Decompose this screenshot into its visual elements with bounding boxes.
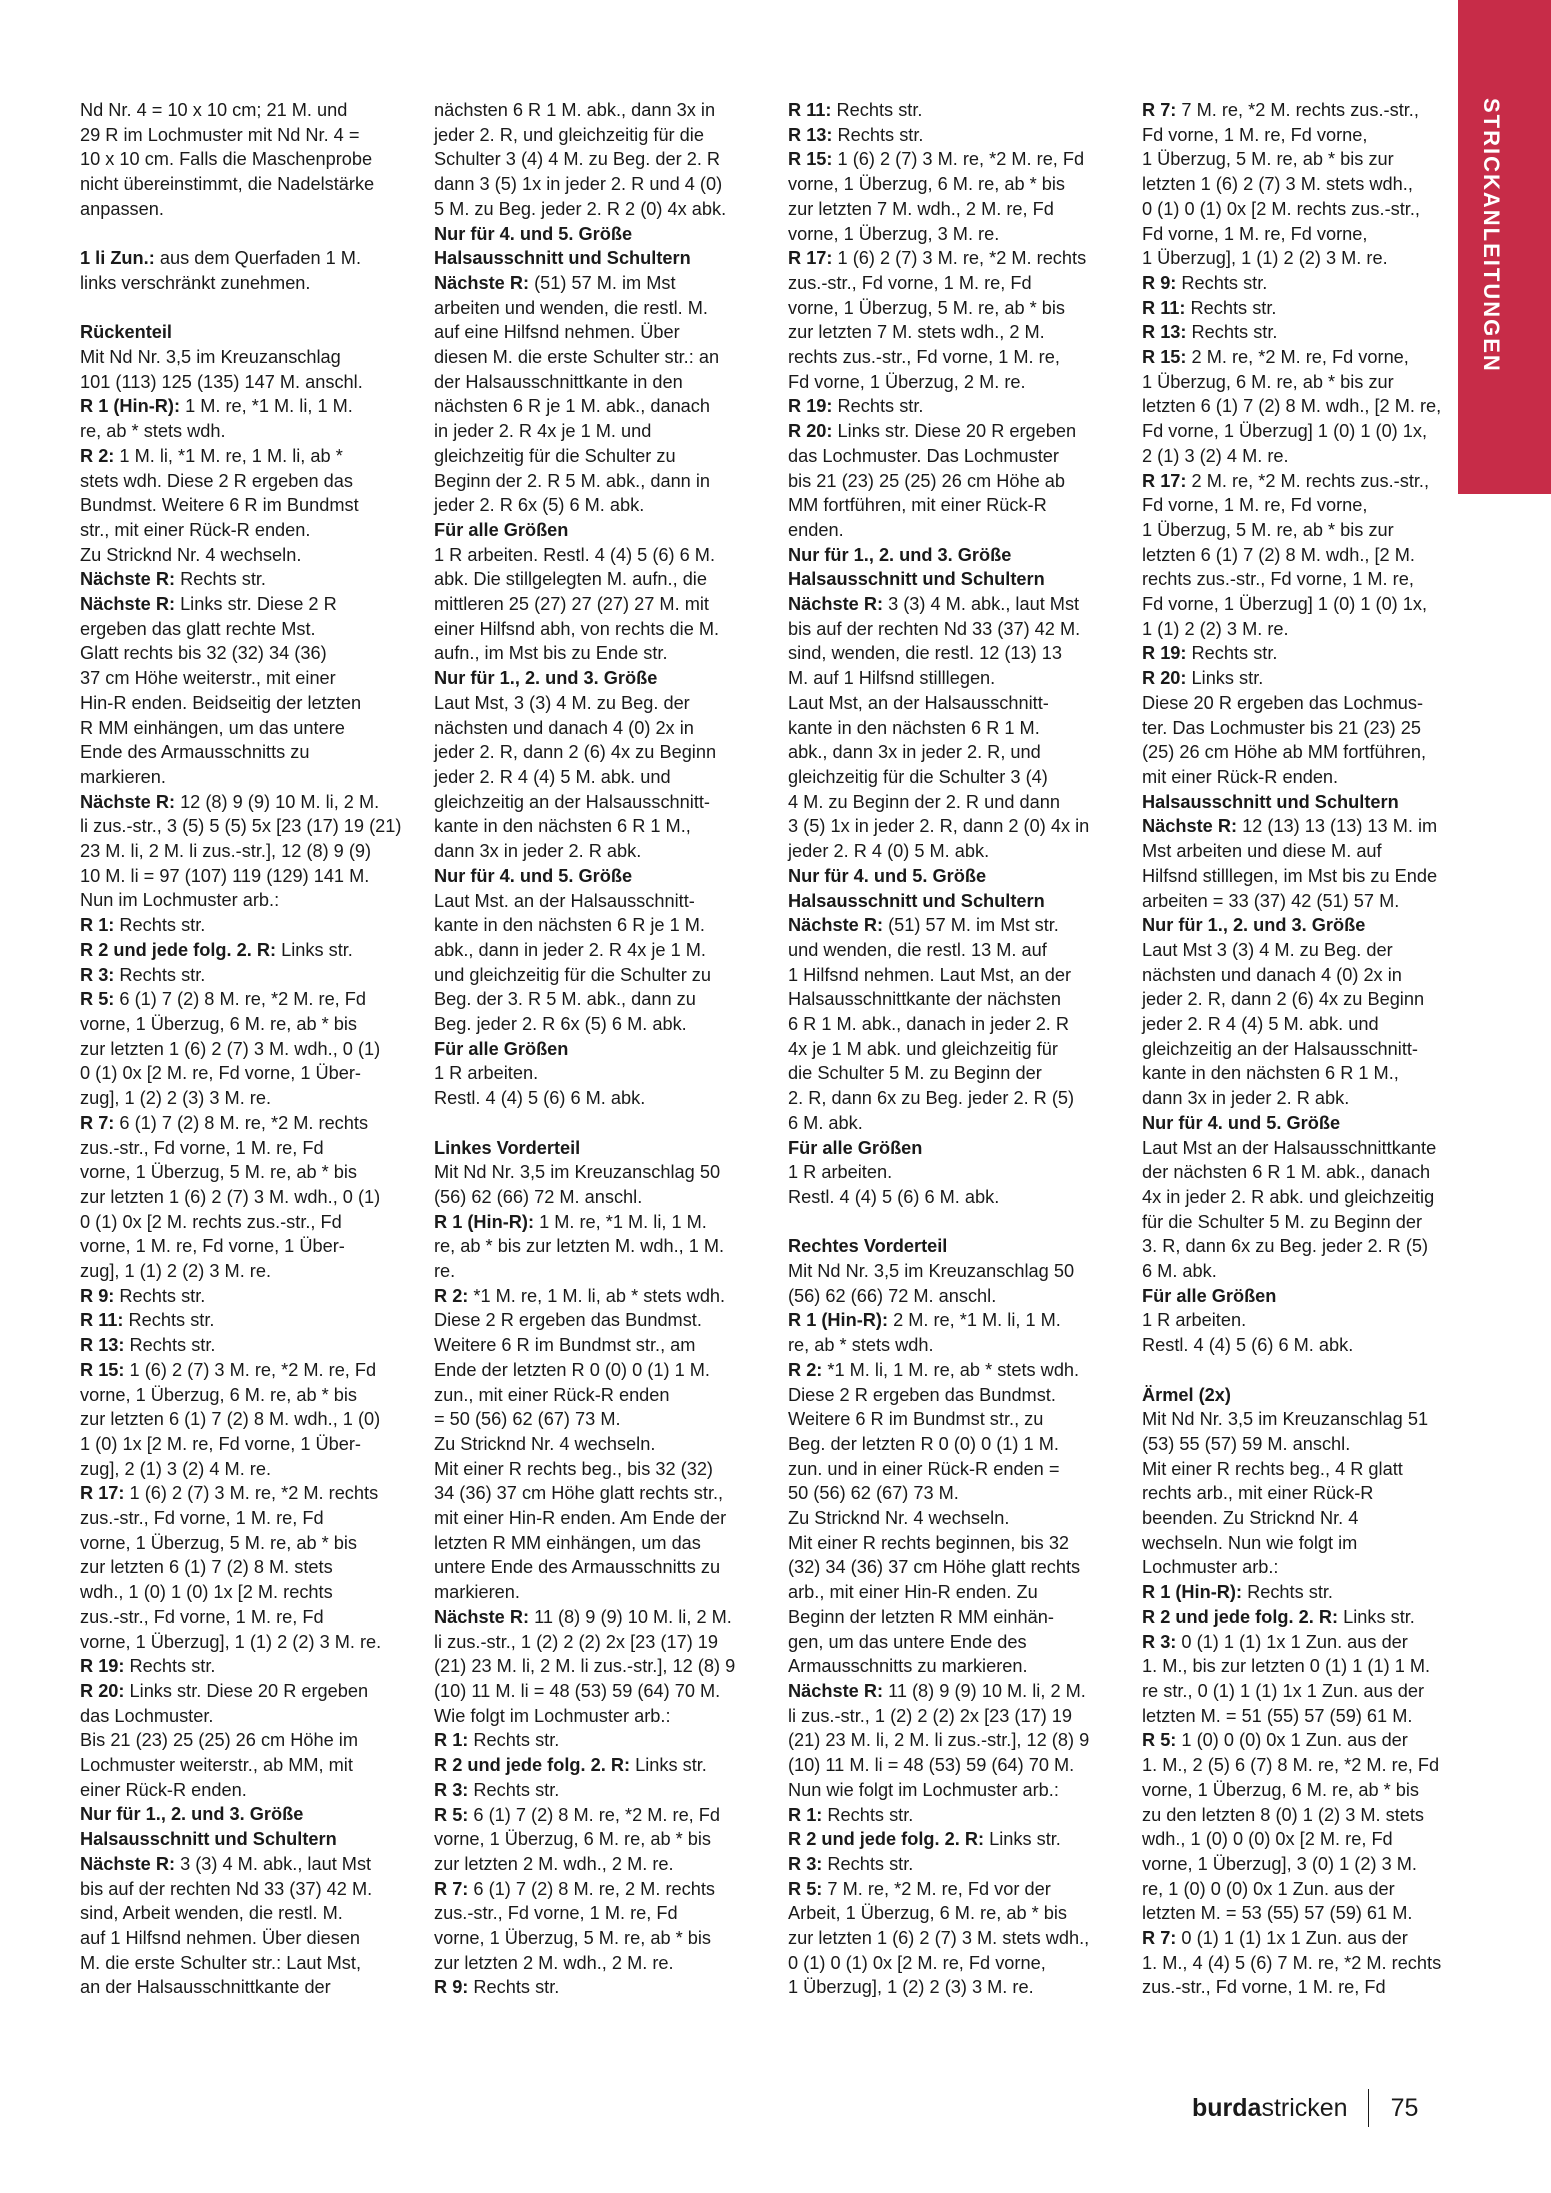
- bold-label: Nur für 1., 2. und 3. Größe: [1142, 915, 1366, 936]
- text-block: [80, 1852, 415, 2000]
- text-block: [788, 1358, 1123, 1679]
- text-run: aus dem Querfaden 1 M. links verschränkt zunehmen.: [80, 248, 362, 293]
- text-block: [1142, 320, 1482, 345]
- text-block: [80, 987, 415, 1111]
- text-run: Links str.: [984, 1829, 1061, 1850]
- text-block: [788, 913, 1123, 1135]
- bold-label: Halsausschnitt und Schultern: [1142, 791, 1399, 812]
- text-run: Laut Mst. an der Halsausschnitt- kante in den nächsten 6 R je 1 M. abk., dann in jeder 2. R 4x je 1 M. und gleichzeitig für die Schulter zu Beg. der 3. R 5 M. abk., dann zu Beg. jeder 2. R 6x (5) 6 M. abk.: [434, 890, 712, 1035]
- bold-label: R 19:: [788, 396, 833, 417]
- text-block: [788, 592, 1123, 864]
- text-block: [434, 889, 769, 1037]
- text-run: 1 R arbeiten. Restl. 4 (4) 5 (6) 6 M. abk.: [788, 1162, 1000, 1207]
- text-block: [434, 1160, 769, 1209]
- text-run: 0 (1) 1 (1) 1x 1 Zun. aus der 1. M., bis zur letzten 0 (1) 1 (1) 1 M. re str., 0 (1) 1 (1) 1x 1 Zun. aus der letzten M. = 51 (55) 57 (59) 61 M.: [1142, 1631, 1431, 1726]
- bold-label: R 19:: [80, 1656, 125, 1677]
- text-run: Laut Mst an der Halsausschnittkante der nächsten 6 R 1 M. abk., danach 4x in jeder 2. R abk. und gleichzeitig für die Schulter 5 M. zu Beginn der 3. R, dann 6x zu Beg. jeder 2. R (5) 6 M. abk.: [1142, 1137, 1437, 1282]
- text-run: Rechts str.: [832, 124, 924, 145]
- text-block: [1142, 1383, 1482, 1408]
- text-block: [80, 1679, 415, 1803]
- text-run: 2 M. re, *2 M. re, Fd vorne, 1 Überzug, 6 M. re, ab * bis zur letzten 6 (1) 7 (2) 8 M. wdh., [2 M. re, Fd vorne, 1 Überzug] 1 (0) 1 (0) 1x, 2 (1) 3 (2) 4 M. re.: [1142, 347, 1442, 466]
- text-block: [434, 1728, 769, 1753]
- page-footer: [1192, 2088, 1418, 2128]
- text-block: [1142, 345, 1482, 469]
- text-block: [788, 1852, 1123, 1877]
- text-run: Mit Nd Nr. 3,5 im Kreuzanschlag 50 (56) 62 (66) 72 M. anschl.: [434, 1162, 721, 1207]
- bold-label: R 1:: [434, 1730, 469, 1751]
- text-run: 1 M. re, *1 M. li, 1 M. re, ab * bis zur letzten M. wdh., 1 M. re.: [434, 1211, 725, 1282]
- bold-label: R 17:: [80, 1483, 125, 1504]
- bold-label: R 7:: [1142, 100, 1177, 120]
- text-block: [1142, 1111, 1482, 1136]
- section-tab-label: STRICKANLEITUNGEN: [1479, 98, 1504, 373]
- bold-label: R 3:: [788, 1853, 823, 1874]
- text-block: [434, 518, 769, 543]
- text-block: [788, 246, 1123, 394]
- bold-label: R 1 (Hin-R):: [788, 1310, 889, 1331]
- text-block: [1142, 814, 1482, 913]
- brand-bold: burda: [1192, 2093, 1262, 2122]
- text-block: [788, 1877, 1123, 2001]
- text-run: 11 (8) 9 (9) 10 M. li, 2 M. li zus.-str., 1 (2) 2 (2) 2x [23 (17) 19 (21) 23 M. li, 2 M. li zus.-str.], 12 (8) 9 (10) 11 M. li = 48 (53) 59 (64) 70 M. Nun wie folgt im Lochmuster arb.:: [788, 1680, 1090, 1800]
- text-block: [1142, 790, 1482, 815]
- text-run: Rechts str.: [114, 915, 206, 936]
- text-block: [434, 1778, 769, 1803]
- column-2: [434, 98, 769, 2000]
- text-block: [434, 1210, 769, 1284]
- bold-label: R 20:: [1142, 668, 1187, 689]
- text-run: 1 (6) 2 (7) 3 M. re, *2 M. re, Fd vorne, 1 Überzug, 6 M. re, ab * bis zur letzten 7 M. wdh., 2 M. re, Fd vorne, 1 Überzug, 3 M. re.: [788, 149, 1085, 244]
- bold-label: Rückenteil: [80, 322, 172, 343]
- text-run: 6 (1) 7 (2) 8 M. re, 2 M. rechts zus.-str., Fd vorne, 1 M. re, Fd vorne, 1 Überzug, 5 M. re, ab * bis zur letzten 2 M. wdh., 2 M. re.: [434, 1878, 715, 1973]
- text-run: 1 (6) 2 (7) 3 M. re, *2 M. rechts zus.-str., Fd vorne, 1 M. re, Fd vorne, 1 Überzug, 5 M. re, ab * bis zur letzten 7 M. stets wdh., 2 M. rechts zus.-str., Fd vorne, 1 M. re, Fd vorne, 1 Überzug, 2 M. re.: [788, 248, 1087, 392]
- bold-label: R 2:: [434, 1285, 469, 1306]
- text-run: Rechts str.: [1186, 643, 1278, 664]
- text-run: Rechts str.: [1185, 297, 1277, 318]
- bold-label: Linkes Vorderteil: [434, 1137, 581, 1158]
- bold-label: Nur für 1., 2. und 3. Größe Halsausschnitt und Schultern: [788, 544, 1045, 590]
- text-block: [1142, 1136, 1482, 1284]
- text-run: Rechts str.: [175, 569, 266, 590]
- text-block: [80, 1308, 415, 1333]
- text-run: *1 M. li, 1 M. re, ab * stets wdh. Diese 2 R ergeben das Bundmst. Weitere 6 R im Bundmst str., zu Beg. der letzten R 0 (0) 0 (1) 1 M. zun. und in einer Rück-R enden = 50 (56) 62 (67) 73 M. Zu Stricknd Nr. 4 wechseln. Mit einer R rechts beginnen, bis 32 (32) 34 (36) 37 cm Höhe glatt rechts arb., mit einer Hin-R enden. Zu Beginn der letzten R MM einhän- gen, um das untere Ende des Armausschnitts zu markieren.: [788, 1359, 1081, 1677]
- text-block: [788, 123, 1123, 148]
- bold-label: R 2 und jede folg. 2. R:: [434, 1755, 631, 1776]
- footer-divider: [1368, 2089, 1369, 2127]
- text-block: [1142, 271, 1482, 296]
- text-run: 12 (13) 13 (13) 13 M. im Mst arbeiten und diese M. auf Hilfsnd stilllegen, im Mst bis zu Ende arbeiten = 33 (37) 42 (51) 57 M.: [1142, 816, 1438, 911]
- bold-label: R 13:: [1142, 322, 1187, 343]
- bold-label: Für alle Größen: [434, 519, 569, 540]
- text-block: [1142, 98, 1482, 271]
- bold-label: R 13:: [788, 124, 833, 145]
- bold-label: R 5:: [788, 1878, 823, 1899]
- page-number: 75: [1390, 2093, 1419, 2122]
- text-run: 1 (6) 2 (7) 3 M. re, *2 M. rechts zus.-str., Fd vorne, 1 M. re, Fd vorne, 1 Überzug, 5 M. re, ab * bis zur letzten 6 (1) 7 (2) 8 M. stets wdh., 1 (0) 1 (0) 1x [2 M. rechts zus.-str., Fd vorne, 1 M. re, Fd vorne, 1 Überzug], 1 (1) 2 (2) 3 M. re.: [80, 1483, 382, 1652]
- bold-label: R 2 und jede folg. 2. R:: [1142, 1606, 1339, 1627]
- text-block: [1142, 469, 1482, 642]
- text-block: [80, 394, 415, 443]
- bold-label: R 1:: [80, 915, 115, 936]
- bold-label: Für alle Größen: [434, 1038, 569, 1059]
- bold-label: R 7:: [80, 1112, 115, 1133]
- bold-label: R 11:: [1142, 297, 1186, 318]
- text-block: [80, 1481, 415, 1654]
- text-run: 3 (3) 4 M. abk., laut Mst bis auf der rechten Nd 33 (37) 42 M. sind, Arbeit wenden, die restl. M. auf 1 Hilfsnd nehmen. Über diesen M. die erste Schulter str.: Laut Mst, an der Halsausschnittkante der: [80, 1853, 373, 1998]
- text-block: [80, 567, 415, 592]
- text-run: Mit Nd Nr. 3,5 im Kreuzanschlag 101 (113) 125 (135) 147 M. anschl.: [80, 347, 363, 392]
- text-run: Rechts str.: [123, 1310, 215, 1331]
- bold-label: Ärmel (2x): [1142, 1384, 1231, 1405]
- text-block: [80, 1111, 415, 1284]
- bold-label: R 20:: [788, 421, 833, 442]
- text-block: [80, 790, 415, 914]
- text-block: [434, 1877, 769, 1976]
- text-block: [1142, 691, 1482, 790]
- text-block: [788, 1679, 1123, 1803]
- text-run: Rechts str.: [114, 1285, 206, 1306]
- text-block: [1142, 1580, 1482, 1605]
- bold-label: Nächste R:: [80, 569, 176, 590]
- text-block: [1142, 1308, 1482, 1357]
- text-run: Laut Mst, 3 (3) 4 M. zu Beg. der nächsten und danach 4 (0) 2x in jeder 2. R, dann 2 (6) 4x zu Beginn jeder 2. R 4 (4) 5 M. abk. und gleichzeitig an der Halsausschnitt- kante in den nächsten 6 R 1 M., dann 3x in jeder 2. R abk.: [434, 692, 717, 862]
- text-block: [434, 98, 769, 222]
- text-run: Rechts str.: [468, 1977, 560, 1998]
- bold-label: Nächste R:: [80, 1853, 176, 1874]
- bold-label: R 9:: [80, 1285, 115, 1306]
- bold-label: Für alle Größen: [788, 1137, 923, 1158]
- text-run: 6 (1) 7 (2) 8 M. re, *2 M. re, Fd vorne, 1 Überzug, 6 M. re, ab * bis zur letzten 1 (6) 2 (7) 3 M. wdh., 0 (1) 0 (1) 0x [2 M. re, Fd vorne, 1 Über- zug], 1 (2) 2 (3) 3 M. re.: [80, 989, 381, 1109]
- text-run: Links str. Diese 20 R ergeben das Lochmuster. Bis 21 (23) 25 (25) 26 cm Höhe im Lochmuster weiterstr., ab MM, mit einer Rück-R enden.: [80, 1680, 369, 1800]
- bold-label: Für alle Größen: [1142, 1285, 1277, 1306]
- text-run: Rechts str.: [124, 1335, 216, 1356]
- text-run: 11 (8) 9 (9) 10 M. li, 2 M. li zus.-str., 1 (2) 2 (2) 2x [23 (17) 19 (21) 23 M. li, 2 M. li zus.-str.], 12 (8) 9 (10) 11 M. li = 48 (53) 59 (64) 70 M. Wie folgt im Lochmuster arb.:: [434, 1606, 736, 1726]
- bold-label: 1 li Zun.:: [80, 248, 155, 269]
- text-run: 6 (1) 7 (2) 8 M. re, *2 M. re, Fd vorne, 1 Überzug, 6 M. re, ab * bis zur letzten 2 M. wdh., 2 M. re.: [434, 1804, 721, 1874]
- text-run: Rechts str.: [468, 1730, 560, 1751]
- column-4: [1142, 98, 1482, 2000]
- text-block: [1142, 1926, 1482, 2000]
- text-block: [434, 1753, 769, 1778]
- text-run: 1 M. re, *1 M. li, 1 M. re, ab * stets wdh.: [80, 396, 353, 442]
- bold-label: R 9:: [1142, 272, 1177, 293]
- text-run: 6 (1) 7 (2) 8 M. re, *2 M. rechts zus.-str., Fd vorne, 1 M. re, Fd vorne, 1 Überzug, 5 M. re, ab * bis zur letzten 1 (6) 2 (7) 3 M. wdh., 0 (1) 0 (1) 0x [2 M. rechts zus.-str., Fd vorne, 1 M. re, Fd vorne, 1 Über- zug], 1 (1) 2 (2) 3 M. re.: [80, 1112, 381, 1282]
- bold-label: Nächste R:: [788, 915, 884, 936]
- text-run: Links str. Diese 20 R ergeben das Lochmuster. Das Lochmuster bis 21 (23) 25 (25) 26 cm Höhe ab MM fortführen, mit einer Rück-R enden.: [788, 421, 1077, 540]
- bold-label: Nächste R:: [434, 272, 530, 293]
- text-run: Rechts str.: [1242, 1582, 1333, 1603]
- text-block: [1142, 296, 1482, 321]
- text-block: [434, 1037, 769, 1062]
- text-block: [434, 1061, 769, 1110]
- bold-label: R 17:: [788, 248, 833, 269]
- bold-label: Nur für 1., 2. und 3. Größe: [434, 668, 658, 689]
- text-run: 1 (0) 0 (0) 0x 1 Zun. aus der 1. M., 2 (5) 6 (7) 8 M. re, *2 M. re, Fd vorne, 1 Überzug, 6 M. re, ab * bis zu den letzten 8 (0) 1 (2) 3 M. stets wdh., 1 (0) 0 (0) 0x [2 M. re, Fd vorne, 1 Überzug], 3 (0) 1 (2) 3 M. re, 1 (0) 0 (0) 0x 1 Zun. aus der letzten M. = 53 (55) 57 (59) 61 M.: [1142, 1730, 1440, 1924]
- bold-label: R 13:: [80, 1335, 125, 1356]
- bold-label: R 15:: [80, 1359, 125, 1380]
- text-run: Mit Nd Nr. 3,5 im Kreuzanschlag 51 (53) 55 (57) 59 M. anschl. Mit einer R rechts beg., 4 R glatt rechts arb., mit einer Rück-R beenden. Zu Stricknd Nr. 4 wechseln. Nun wie folgt im Lochmuster arb.:: [1142, 1409, 1429, 1578]
- text-block: [80, 246, 415, 295]
- text-run: Rechts str.: [822, 1804, 914, 1825]
- text-block: [788, 1160, 1123, 1209]
- bold-label: R 5:: [1142, 1730, 1177, 1751]
- text-block: [434, 1284, 769, 1605]
- bold-label: Nur für 1., 2. und 3. Größe Halsausschnitt und Schultern: [80, 1804, 337, 1850]
- text-block: [80, 444, 415, 568]
- text-run: Rechts str.: [1176, 272, 1268, 293]
- text-run: Rechts str.: [832, 396, 924, 417]
- text-block: [80, 320, 415, 345]
- text-run: 1 R arbeiten. Restl. 4 (4) 5 (6) 6 M. abk. Die stillgelegten M. aufn., die mittleren 25 (27) 27 (27) 27 M. mit einer Hilfsnd abh, von rechts die M. aufn., im Mst bis zu Ende str.: [434, 544, 720, 664]
- text-block: [80, 345, 415, 394]
- text-run: nächsten 6 R 1 M. abk., dann 3x in jeder 2. R, und gleichzeitig für die Schulter 3 (4) 4 M. zu Beg. der 2. R dann 3 (5) 1x in jeder 2. R und 4 (0) 5 M. zu Beg. jeder 2. R 2 (0) 4x abk.: [434, 100, 727, 219]
- text-run: 7 M. re, *2 M. re, Fd vor der Arbeit, 1 Überzug, 6 M. re, ab * bis zur letzten 1 (6) 2 (7) 3 M. stets wdh., 0 (1) 0 (1) 0x [2 M. re, Fd vorne, 1 Überzug], 1 (2) 2 (3) 3 M. re.: [788, 1878, 1090, 1998]
- bold-label: R 2:: [788, 1359, 823, 1380]
- bold-label: R 2 und jede folg. 2. R:: [788, 1829, 985, 1850]
- text-run: 1 (6) 2 (7) 3 M. re, *2 M. re, Fd vorne, 1 Überzug, 6 M. re, ab * bis zur letzten 6 (1) 7 (2) 8 M. wdh., 1 (0) 1 (0) 1x [2 M. re, Fd vorne, 1 Über- zug], 2 (1) 3 (2) 4 M. re.: [80, 1359, 381, 1479]
- bold-label: R 5:: [80, 989, 115, 1010]
- text-block: [788, 394, 1123, 419]
- text-block: [788, 1136, 1123, 1161]
- column-1: [80, 98, 415, 2000]
- text-block: [1142, 1284, 1482, 1309]
- bold-label: Nächste R:: [80, 594, 176, 615]
- text-block: [1142, 666, 1482, 691]
- text-run: 1 R arbeiten. Restl. 4 (4) 5 (6) 6 M. abk.: [434, 1063, 646, 1109]
- text-block: [434, 1136, 769, 1161]
- text-block: [1142, 1407, 1482, 1580]
- bold-label: R 2 und jede folg. 2. R:: [80, 939, 277, 960]
- text-block: [434, 222, 769, 271]
- text-block: [788, 98, 1123, 123]
- bold-label: R 9:: [434, 1977, 469, 1998]
- text-run: Rechts str.: [1186, 322, 1278, 343]
- text-run: (51) 57 M. im Mst str. und wenden, die restl. 13 M. auf 1 Hilfsnd nehmen. Laut Mst, an der Halsausschnittkante der nächsten 6 R 1 M. abk., danach in jeder 2. R 4x je 1 M abk. und gleichzeitig für die Schulter 5 M. zu Beginn der 2. R, dann 6x zu Beg. jeder 2. R (5) 6 M. abk.: [788, 915, 1075, 1133]
- text-block: [1142, 641, 1482, 666]
- bold-label: Nur für 4. und 5. Größe Halsausschnitt und Schultern: [788, 865, 1045, 911]
- bold-label: R 20:: [80, 1680, 125, 1701]
- text-block: [788, 864, 1123, 913]
- bold-label: Nur für 4. und 5. Größe Halsausschnitt und Schultern: [434, 223, 691, 269]
- bold-label: R 1 (Hin-R):: [434, 1211, 535, 1232]
- text-block: [434, 1605, 769, 1729]
- text-run: 7 M. re, *2 M. rechts zus.-str., Fd vorne, 1 M. re, Fd vorne, 1 Überzug, 5 M. re, ab * bis zur letzten 1 (6) 2 (7) 3 M. stets wdh., 0 (1) 0 (1) 0x [2 M. rechts zus.-str., Fd vorne, 1 M. re, Fd vorne, 1 Überzug], 1 (1) 2 (2) 3 M. re.: [1142, 100, 1420, 269]
- text-block: [80, 913, 415, 938]
- text-run: Mit Nd Nr. 3,5 im Kreuzanschlag 50 (56) 62 (66) 72 M. anschl.: [788, 1261, 1075, 1306]
- text-run: 1 M. li, *1 M. re, 1 M. li, ab * stets wdh. Diese 2 R ergeben das Bundmst. Weitere 6 R im Bundmst str., mit einer Rück-R enden. Zu Stricknd Nr. 4 wechseln.: [80, 445, 359, 565]
- text-block: [434, 271, 769, 518]
- column-3: [788, 98, 1123, 2000]
- text-run: 2 M. re, *1 M. li, 1 M. re, ab * stets wdh.: [788, 1310, 1061, 1356]
- text-run: Rechts str.: [831, 100, 923, 120]
- bold-label: Nächste R:: [1142, 816, 1238, 837]
- text-run: Links str.: [630, 1755, 707, 1776]
- text-run: Links str. Diese 2 R ergeben das glatt rechte Mst. Glatt rechts bis 32 (32) 34 (36) 37 cm Höhe weiterstr., mit einer Hin-R enden. Beidseitig der letzten R MM einhängen, um das untere Ende des Armausschnitts zu markieren.: [80, 594, 362, 787]
- text-block: [1142, 1630, 1482, 1729]
- text-run: Diese 20 R ergeben das Lochmus- ter. Das Lochmuster bis 21 (23) 25 (25) 26 cm Höhe ab MM fortführen, mit einer Rück-R enden.: [1142, 692, 1427, 787]
- bold-label: Rechtes Vorderteil: [788, 1236, 948, 1257]
- text-block: [1142, 913, 1482, 938]
- text-block: [80, 963, 415, 988]
- bold-label: R 3:: [434, 1779, 469, 1800]
- bold-label: Nächste R:: [80, 791, 176, 812]
- bold-label: R 15:: [1142, 347, 1187, 368]
- bold-label: R 1:: [788, 1804, 823, 1825]
- bold-label: Nur für 4. und 5. Größe: [1142, 1112, 1341, 1133]
- bold-label: R 11:: [80, 1310, 124, 1331]
- bold-label: R 2:: [80, 445, 115, 466]
- text-block: [80, 98, 415, 222]
- text-run: Links str.: [1338, 1606, 1415, 1627]
- text-run: 3 (3) 4 M. abk., laut Mst bis auf der rechten Nd 33 (37) 42 M. sind, wenden, die restl. 12 (13) 13 M. auf 1 Hilfsnd stilllegen. Laut Mst, an der Halsausschnitt- kante in den nächsten 6 R 1 M. abk., dann 3x in jeder 2. R, und gleichzeitig für die Schulter 3 (4) 4 M. zu Beginn der 2. R und dann 3 (5) 1x in jeder 2. R, dann 2 (0) 4x in jeder 2. R 4 (0) 5 M. abk.: [788, 594, 1090, 862]
- bold-label: R 1 (Hin-R):: [80, 396, 181, 417]
- text-block: [434, 1975, 769, 2000]
- bold-label: R 7:: [1142, 1928, 1177, 1949]
- text-run: 2 M. re, *2 M. rechts zus.-str., Fd vorne, 1 M. re, Fd vorne, 1 Überzug, 5 M. re, ab * bis zur letzten 6 (1) 7 (2) 8 M. wdh., [2 M. rechts zus.-str., Fd vorne, 1 M. re, Fd vorne, 1 Überzug] 1 (0) 1 (0) 1x, 1 (1) 2 (2) 3 M. re.: [1142, 470, 1430, 639]
- brand-light: stricken: [1261, 2093, 1348, 2122]
- brand-logo: [1192, 2094, 1348, 2123]
- text-block: [1142, 1605, 1482, 1630]
- text-block: [80, 1802, 415, 1851]
- bold-label: Nächste R:: [434, 1606, 530, 1627]
- text-block: [788, 147, 1123, 246]
- text-block: [80, 1358, 415, 1482]
- text-block: [434, 543, 769, 667]
- text-run: Links str.: [276, 939, 353, 960]
- text-block: [788, 1259, 1123, 1308]
- bold-label: Nächste R:: [788, 1680, 884, 1701]
- bold-label: R 11:: [788, 100, 832, 120]
- text-run: Rechts str.: [468, 1779, 560, 1800]
- text-run: 1 R arbeiten. Restl. 4 (4) 5 (6) 6 M. abk.: [1142, 1310, 1354, 1356]
- text-run: Rechts str.: [822, 1853, 914, 1874]
- bold-label: R 15:: [788, 149, 833, 170]
- text-run: 0 (1) 1 (1) 1x 1 Zun. aus der 1. M., 4 (4) 5 (6) 7 M. re, *2 M. rechts zus.-str., Fd vorne, 1 M. re, Fd: [1142, 1928, 1442, 1998]
- text-run: Rechts str.: [114, 964, 206, 985]
- bold-label: R 17:: [1142, 470, 1187, 491]
- bold-label: R 3:: [1142, 1631, 1177, 1652]
- text-block: [434, 691, 769, 864]
- text-block: [788, 419, 1123, 543]
- text-block: [1142, 938, 1482, 1111]
- text-run: Rechts str.: [124, 1656, 216, 1677]
- text-block: [434, 864, 769, 889]
- text-block: [434, 1803, 769, 1877]
- bold-label: R 7:: [434, 1878, 469, 1899]
- text-run: (51) 57 M. im Mst arbeiten und wenden, die restl. M. auf eine Hilfsnd nehmen. Über diesen M. die erste Schulter str.: an der Halsausschnittkante in den nächsten 6 R je 1 M. abk., danach in jeder 2. R 4x je 1 M. und gleichzeitig für die Schulter zu Beginn der 2. R 5 M. abk., dann in jeder 2. R 6x (5) 6 M. abk.: [434, 272, 720, 516]
- text-block: [1142, 1728, 1482, 1926]
- text-block: [788, 1827, 1123, 1852]
- bold-label: Nächste R:: [788, 594, 884, 615]
- text-run: Nd Nr. 4 = 10 x 10 cm; 21 M. und 29 R im Lochmuster mit Nd Nr. 4 = 10 x 10 cm. Falls die Maschenprobe nicht übereinstimmt, die Nadelstärke anpassen.: [80, 100, 375, 219]
- bold-label: R 3:: [80, 964, 115, 985]
- bold-label: Nur für 4. und 5. Größe: [434, 865, 633, 886]
- text-block: [80, 592, 415, 790]
- bold-label: R 1 (Hin-R):: [1142, 1582, 1243, 1603]
- text-block: [788, 1803, 1123, 1828]
- text-block: [80, 938, 415, 963]
- text-run: Laut Mst 3 (3) 4 M. zu Beg. der nächsten und danach 4 (0) 2x in jeder 2. R, dann 2 (6) 4x zu Beginn jeder 2. R 4 (4) 5 M. abk. und gleichzeitig an der Halsausschnitt- kante in den nächsten 6 R 1 M., dann 3x in jeder 2. R abk.: [1142, 939, 1425, 1109]
- bold-label: R 19:: [1142, 643, 1187, 664]
- text-block: [80, 1333, 415, 1358]
- text-block: [80, 1284, 415, 1309]
- text-block: [80, 1654, 415, 1679]
- text-block: [788, 1308, 1123, 1357]
- text-block: [788, 1234, 1123, 1259]
- text-block: [788, 543, 1123, 592]
- text-block: [434, 666, 769, 691]
- text-run: Links str.: [1186, 668, 1264, 689]
- text-run: 12 (8) 9 (9) 10 M. li, 2 M. li zus.-str., 3 (5) 5 (5) 5x [23 (17) 19 (21) 23 M. li, 2 M. li zus.-str.], 12 (8) 9 (9) 10 M. li = 97 (107) 119 (129) 141 M. Nun im Lochmuster arb.:: [80, 791, 402, 911]
- text-run: *1 M. re, 1 M. li, ab * stets wdh. Diese 2 R ergeben das Bundmst. Weitere 6 R im Bundmst str., am Ende der letzten R 0 (0) 0 (1) 1 M. zun., mit einer Rück-R enden = 50 (56) 62 (67) 73 M. Zu Stricknd Nr. 4 wechseln. Mit einer R rechts beg., bis 32 (32) 34 (36) 37 cm Höhe glatt rechts str., mit einer Hin-R enden. Am Ende der letzten R MM einhängen, um das untere Ende des Armausschnitts zu markieren.: [434, 1285, 727, 1603]
- bold-label: R 5:: [434, 1804, 469, 1825]
